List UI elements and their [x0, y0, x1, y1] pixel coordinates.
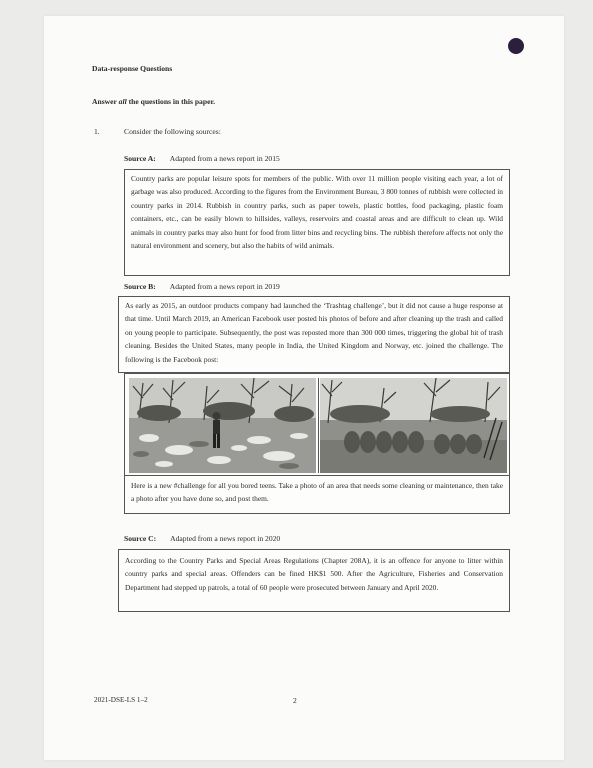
- source-c-label: Source C:: [124, 534, 157, 543]
- facebook-post-photos: [124, 373, 510, 476]
- source-a-desc: Adapted from a news report in 2015: [169, 154, 280, 163]
- question-number: 1.: [94, 127, 100, 136]
- photo-divider: [318, 378, 319, 473]
- page-number: 2: [293, 696, 297, 705]
- source-a-box: Country parks are popular leisure spots for members of the public. With over 11 million people visiting each year, a lot of garbage was also produced. According to the figures from the Environment Bureau, 3 800 tonnes of rubbish were collected in country parks in 2014. Rubbish in country parks, such as paper towels, plastic bottles, food packaging, plastic foam containers, etc., can be easily blown to hillsides, valleys, reservoirs and coastal areas and are difficult to clean up. Wild animals in country parks may also hunt for food from litter bins and recycling bins. The rubbish therefore affects not only the natural environment and scenery, but also the habits of wild animals.: [124, 169, 510, 276]
- source-a-label: Source A:: [124, 154, 156, 163]
- photo-after-cleanup: [320, 378, 507, 473]
- source-c-heading: [124, 534, 280, 543]
- exam-code: 2021-DSE-LS 1–2: [94, 696, 148, 704]
- source-b-label: Source B:: [124, 282, 156, 291]
- source-b-desc: Adapted from a news report in 2019: [169, 282, 280, 291]
- ink-dot: [508, 38, 524, 54]
- source-c-box: According to the Country Parks and Special Areas Regulations (Chapter 208A), it is an offence for anyone to litter within country parks and special areas. Offenders can be fined HK$1 500. After the Agriculture, Fisheries and Conservation Department had stepped up patrols, a total of 60 people were prosecuted between January and April 2020.: [118, 549, 510, 612]
- source-c-desc: Adapted from a news report in 2020: [170, 534, 281, 543]
- instruction: Answer all the questions in this paper.: [92, 97, 216, 106]
- source-b-heading: [124, 282, 280, 291]
- section-title: Data-response Questions: [92, 64, 173, 73]
- photo-before-cleanup: [129, 378, 316, 473]
- question-text: Consider the following sources:: [124, 127, 221, 136]
- source-b-box: As early as 2015, an outdoor products company had launched the ‘Trashtag challenge’, but it did not cause a huge response at that time. Until March 2019, an American Facebook user posted his photos of before and after cleaning up the trash and called on young people to participate. Subsequently, the post was reposted more than 300 000 times, triggering the global hit of trash cleaning. Besides the United States, many people in India, the United Kingdom and Norway, etc. joined the challenge. The following is the Facebook post:: [118, 296, 510, 373]
- facebook-post-caption: Here is a new #challenge for all you bored teens. Take a photo of an area that needs some cleaning or maintenance, then take a photo after you have done so, and post them.: [124, 476, 510, 514]
- source-a-heading: [124, 154, 280, 163]
